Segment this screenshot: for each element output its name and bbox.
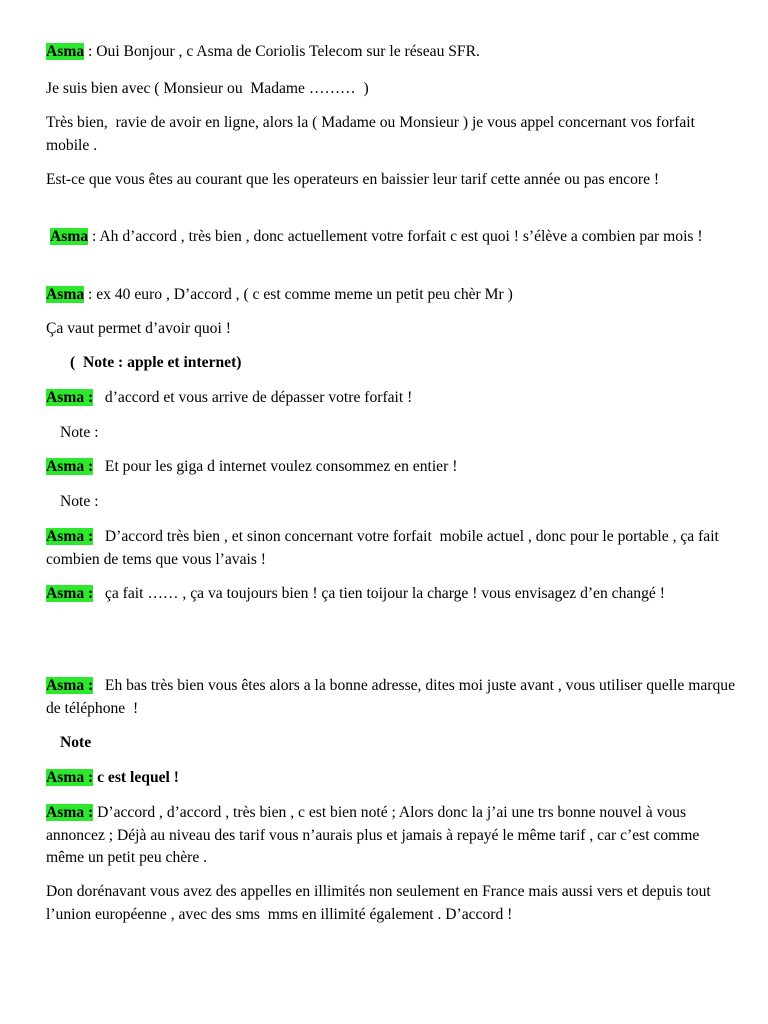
paragraph-text: Je suis bien avec ( Monsieur ou Madame ……… ) [46, 80, 369, 97]
paragraph-text: ça fait …… , ça va toujours bien ! ça tien toijour la charge ! vous envisagez d’en changé ! [93, 585, 665, 602]
paragraph-5 [50, 226, 738, 249]
paragraph-14 [46, 583, 738, 606]
paragraph-text: Est-ce que vous êtes au courant que les operateurs en baissier leur tarif cette année ou pas encore ! [46, 171, 660, 188]
paragraph-3 [46, 112, 738, 157]
speaker-label: Asma : [46, 528, 94, 545]
paragraph-18 [46, 802, 738, 870]
paragraph-9 [46, 387, 738, 410]
speaker-label: Asma : [46, 804, 94, 821]
paragraph-text: Eh bas très bien vous êtes alors a la bonne adresse, dites moi juste avant , vous utiliser quelle marque de téléphone ! [46, 677, 739, 717]
paragraph-text: : ex 40 euro , D’accord , ( c est comme meme un petit peu chèr Mr ) [84, 286, 513, 303]
note-line [60, 732, 738, 755]
note-text: Note : [60, 424, 99, 441]
paragraph-text: d’accord et vous arrive de dépasser votre forfait ! [93, 389, 413, 406]
paragraph-text: D’accord très bien , et sinon concernant votre forfait mobile actuel , donc pour le portable , ça fait combien de tems que vous l’avais ! [46, 528, 723, 568]
paragraph-11 [46, 456, 738, 479]
speaker-label: Asma : [46, 769, 94, 786]
speaker-label: Asma : [46, 677, 94, 694]
speaker-label: Asma [46, 286, 85, 303]
speaker-label: Asma [50, 228, 89, 245]
paragraph-text: Don dorénavant vous avez des appelles en illimités non seulement en France mais aussi vers et depuis tout l’union européenne , avec des sms mms en illimité également . D’accord ! [46, 883, 715, 923]
paragraph-1 [46, 41, 738, 64]
note-line [60, 491, 738, 514]
speaker-label: Asma : [46, 585, 94, 602]
paragraph-text: : Ah d’accord , très bien , donc actuellement votre forfait c est quoi ! s’élève a combien par mois ! [88, 228, 703, 245]
note-text: Note [60, 734, 92, 751]
paragraph-text: D’accord , d’accord , très bien , c est bien noté ; Alors donc la j’ai une trs bonne nouvel à vous annoncez ; Déjà au niveau des tarif vous n’aurais plus et jamais à repayé le même tarif , car c’est comme même un petit peu chère . [46, 804, 704, 866]
paragraph-15 [46, 675, 738, 720]
paragraph-7 [46, 318, 738, 341]
paragraph-13 [46, 526, 738, 571]
paragraph-4 [46, 169, 738, 192]
speaker-label: Asma [46, 43, 85, 60]
paragraph-text: c est lequel ! [93, 769, 179, 786]
paragraph-2 [46, 78, 738, 101]
paragraph-text: Ça vaut permet d’avoir quoi ! [46, 320, 231, 337]
paragraph-text: : Oui Bonjour , c Asma de Coriolis Telecom sur le réseau SFR. [84, 43, 480, 60]
note-text: Note : [60, 493, 99, 510]
paragraph-text: Et pour les giga d internet voulez consommez en entier ! [93, 458, 458, 475]
note-text: ( Note : apple et internet) [70, 354, 242, 371]
speaker-label: Asma : [46, 389, 94, 406]
paragraph-6 [46, 284, 738, 307]
paragraph-19 [46, 881, 738, 926]
note-line [60, 422, 738, 445]
paragraph-text: Très bien, ravie de avoir en ligne, alors la ( Madame ou Monsieur ) je vous appel concernant vos forfait mobile . [46, 114, 699, 154]
speaker-label: Asma : [46, 458, 94, 475]
paragraph-17 [46, 767, 738, 790]
note-line [70, 352, 738, 375]
